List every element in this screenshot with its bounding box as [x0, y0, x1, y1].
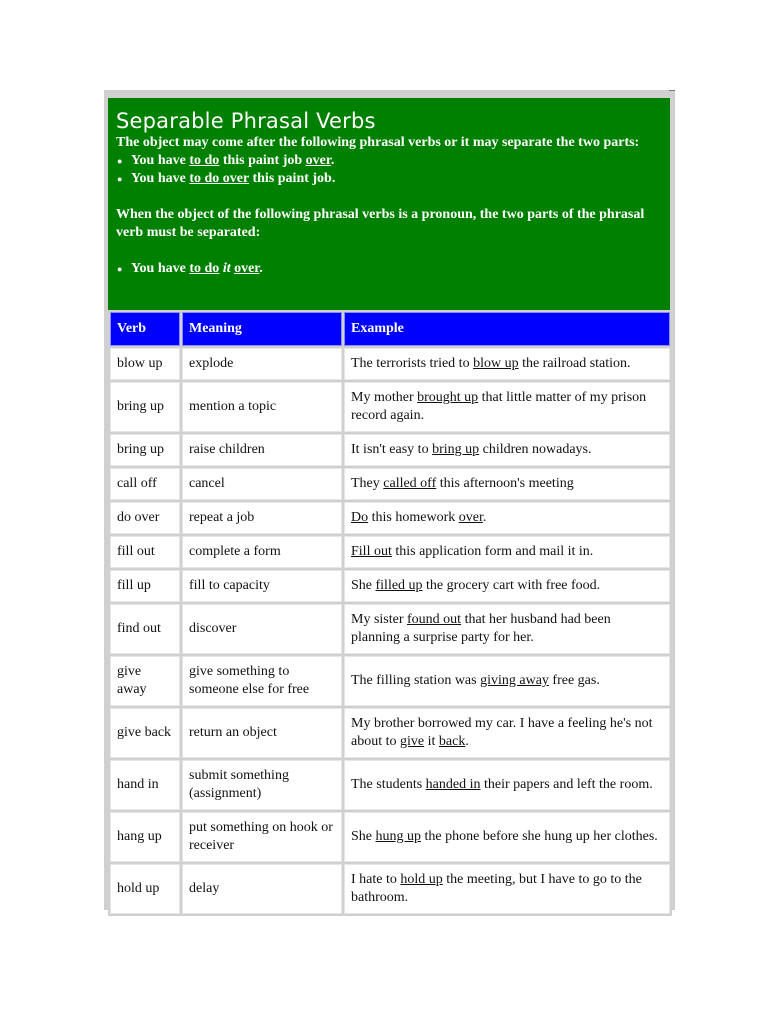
example-text: You have — [131, 171, 190, 186]
verb-cell: hold up — [110, 864, 180, 914]
example-text: . — [465, 734, 469, 749]
example-cell — [344, 812, 670, 862]
example-text: children nowadays. — [479, 442, 592, 457]
example-item — [116, 170, 662, 188]
example-cell — [344, 604, 670, 654]
example-text: free gas. — [548, 673, 600, 688]
example-cell — [344, 434, 670, 466]
column-header-example: Example — [344, 312, 670, 346]
column-header-verb: Verb — [110, 312, 180, 346]
verb-cell: bring up — [110, 434, 180, 466]
verb-cell: call off — [110, 468, 180, 500]
phrasal-verb-highlight: blow up — [473, 356, 519, 371]
intro-examples — [116, 152, 662, 188]
meaning-cell: fill to capacity — [182, 570, 342, 602]
example-text: . — [330, 153, 335, 168]
phrasal-verb-highlight: over — [458, 510, 483, 525]
meaning-cell: put something on hook or receiver — [182, 812, 342, 862]
phrasal-verb-highlight: filled up — [375, 578, 423, 593]
page-title: Separable Phrasal Verbs — [116, 109, 376, 133]
meaning-cell: discover — [182, 604, 342, 654]
verb-cell: give away — [110, 656, 180, 706]
example-text: the phone before she hung up her clothes. — [421, 829, 658, 844]
table-row — [110, 468, 670, 500]
example-cell — [344, 348, 670, 380]
example-text: She — [351, 578, 376, 593]
example-text: it — [424, 734, 439, 749]
meaning-cell: cancel — [182, 468, 342, 500]
example-text: The filling station was — [351, 673, 481, 688]
example-text: They — [351, 476, 384, 491]
example-cell — [344, 864, 670, 914]
verb-cell: blow up — [110, 348, 180, 380]
verb-cell: give back — [110, 708, 180, 758]
example-text: I hate to — [351, 872, 401, 887]
verb-cell: hand in — [110, 760, 180, 810]
phrasal-verb-highlight: found out — [407, 612, 462, 627]
pronoun-rule-text: When the object of the following phrasal verbs is a pronoun, the two parts of the phrasal verb must be separated: — [116, 207, 645, 240]
table-row — [110, 864, 670, 914]
example-text: You have — [131, 261, 190, 276]
phrasal-verb-highlight: Do — [351, 510, 369, 525]
phrasal-verb-highlight: Fill out — [351, 544, 392, 559]
example-text: My sister — [351, 612, 407, 627]
verb-cell: fill out — [110, 536, 180, 568]
example-text: the meeting, but I have to go to the bathroom. — [351, 872, 642, 905]
table-row — [110, 812, 670, 862]
example-text: . — [259, 261, 263, 276]
example-pronoun: it — [222, 261, 231, 276]
phrasal-verb-highlight: give — [400, 734, 425, 749]
meaning-cell: repeat a job — [182, 502, 342, 534]
verb-cell: do over — [110, 502, 180, 534]
meaning-cell: return an object — [182, 708, 342, 758]
example-text: their papers and left the room. — [480, 777, 653, 792]
example-particle: over — [234, 261, 260, 276]
example-text: My brother borrowed my car. I have a feeling he's not about to — [351, 716, 653, 749]
example-cell — [344, 502, 670, 534]
example-item — [116, 260, 662, 278]
table-row — [110, 656, 670, 706]
example-text: this homework — [368, 510, 459, 525]
phrasal-verb-highlight: brought up — [417, 390, 479, 405]
frame-corner-mark — [669, 90, 675, 91]
table-header-row — [110, 312, 670, 346]
verb-cell: fill up — [110, 570, 180, 602]
example-cell — [344, 382, 670, 432]
example-text: It isn't easy to — [351, 442, 433, 457]
example-text: My mother — [351, 390, 418, 405]
example-text: . — [482, 510, 487, 525]
example-verb: to do over — [189, 171, 249, 186]
table-row — [110, 536, 670, 568]
example-cell — [344, 656, 670, 706]
verb-cell: bring up — [110, 382, 180, 432]
example-verb: to do — [189, 153, 220, 168]
example-text: this paint job. — [248, 171, 336, 186]
meaning-cell: delay — [182, 864, 342, 914]
example-text: this paint job — [219, 153, 306, 168]
intro-panel — [108, 98, 670, 310]
example-text: You have — [131, 153, 190, 168]
phrasal-verb-highlight: giving away — [480, 673, 549, 688]
example-cell — [344, 468, 670, 500]
phrasal-verb-highlight: handed in — [425, 777, 481, 792]
example-cell — [344, 708, 670, 758]
pronoun-examples — [116, 260, 662, 278]
phrasal-verb-highlight: called off — [383, 476, 437, 491]
phrasal-verb-highlight: back — [438, 734, 466, 749]
example-text: the railroad station. — [518, 356, 631, 371]
table-row — [110, 708, 670, 758]
verb-cell: find out — [110, 604, 180, 654]
meaning-cell: give something to someone else for free — [182, 656, 342, 706]
table-row — [110, 348, 670, 380]
phrasal-verbs-table — [108, 310, 672, 916]
example-cell — [344, 570, 670, 602]
phrasal-verb-highlight: hold up — [400, 872, 443, 887]
example-text: She — [351, 829, 376, 844]
column-header-meaning: Meaning — [182, 312, 342, 346]
example-particle: over — [305, 153, 331, 168]
meaning-cell: submit something (assignment) — [182, 760, 342, 810]
example-text: The students — [351, 777, 426, 792]
spacer — [116, 188, 662, 206]
example-text: The terrorists tried to — [351, 356, 474, 371]
example-text: the grocery cart with free food. — [422, 578, 601, 593]
phrasal-verb-highlight: hung up — [375, 829, 421, 844]
example-verb: to do — [189, 261, 220, 276]
verb-cell: hang up — [110, 812, 180, 862]
table-row — [110, 382, 670, 432]
example-cell — [344, 536, 670, 568]
example-text: this afternoon's meeting — [436, 476, 574, 491]
example-text: that her husband had been planning a surprise party for her. — [351, 612, 611, 645]
intro-text: The object may come after the following phrasal verbs or it may separate the two parts: — [116, 135, 640, 150]
example-item — [116, 152, 662, 170]
table-row — [110, 570, 670, 602]
phrasal-verb-highlight: bring up — [432, 442, 480, 457]
table-row — [110, 434, 670, 466]
table-row — [110, 760, 670, 810]
example-text: that little matter of my prison record again. — [351, 390, 647, 423]
meaning-cell: explode — [182, 348, 342, 380]
meaning-cell: complete a form — [182, 536, 342, 568]
example-cell — [344, 760, 670, 810]
spacer — [116, 242, 662, 260]
example-text: this application form and mail it in. — [391, 544, 594, 559]
table-row — [110, 604, 670, 654]
table-row — [110, 502, 670, 534]
meaning-cell: raise children — [182, 434, 342, 466]
meaning-cell: mention a topic — [182, 382, 342, 432]
